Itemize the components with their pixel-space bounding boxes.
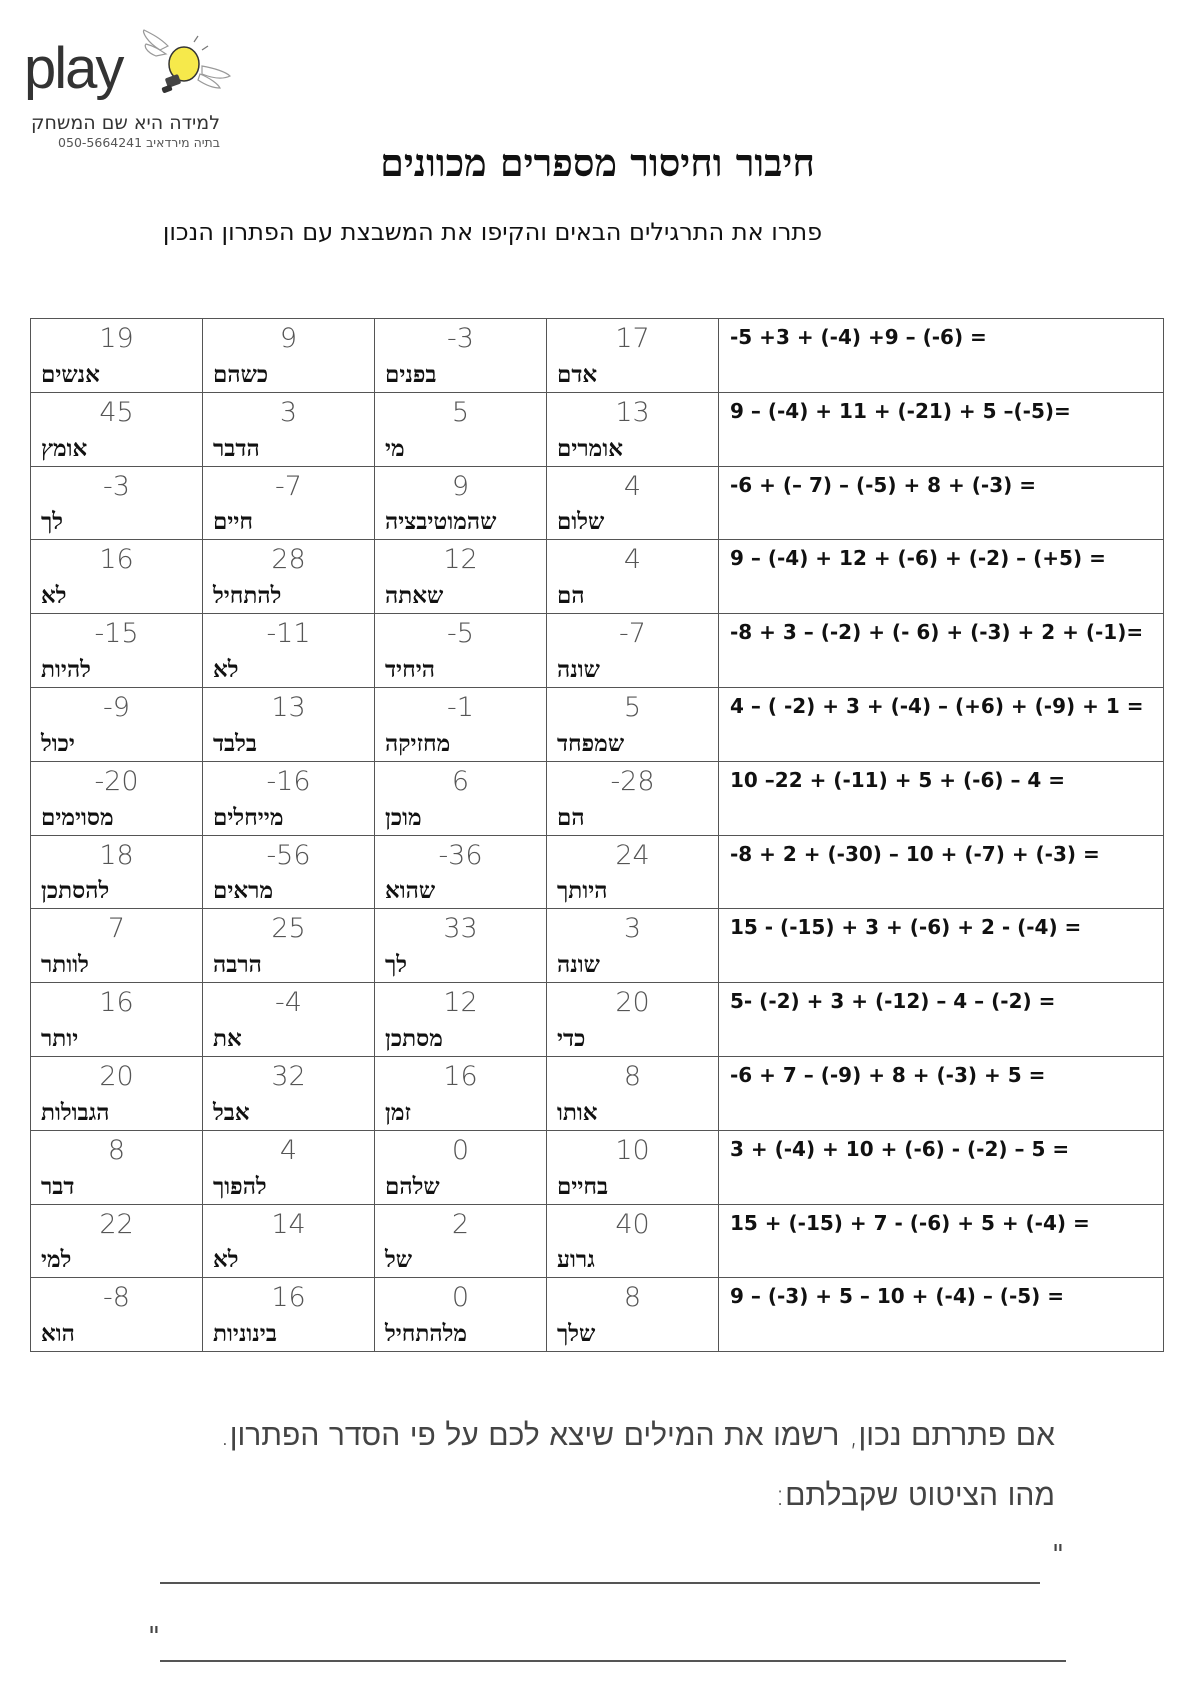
close-quote-mark: " xyxy=(148,1622,160,1652)
answer-word-text: שהוא xyxy=(385,877,436,905)
answer-number: 40 xyxy=(615,1208,650,1240)
answer-number: 20 xyxy=(99,1060,134,1092)
answer-cell[interactable] xyxy=(203,1278,375,1352)
answer-word xyxy=(385,730,543,757)
answer-word-text: להתחיל xyxy=(213,582,282,610)
exercise-expression: 15 + (-15) + 7 - (-6) + 5 + (-4) = xyxy=(730,1210,1090,1235)
answer-word-text: הרבה xyxy=(213,951,262,979)
answer-word-text: למי xyxy=(41,1246,72,1274)
answer-cell[interactable] xyxy=(203,466,375,540)
answer-number: 28 xyxy=(271,544,306,576)
answer-word xyxy=(557,435,715,462)
answer-word-text: זמן xyxy=(385,1098,411,1126)
answer-word-text: יכול xyxy=(41,729,75,757)
answer-word xyxy=(41,582,199,609)
answer-number: -1 xyxy=(447,691,474,723)
logo-contact: בתיה מירדאיב 050-5664241 xyxy=(58,135,220,150)
answer-word-text: מחזיקה xyxy=(385,729,451,757)
answer-word xyxy=(385,877,543,904)
answer-cell[interactable] xyxy=(375,761,547,835)
answer-word-text: מייחלים xyxy=(213,803,284,831)
answer-word xyxy=(385,582,543,609)
exercise-expression: -8 + 3 – (-2) + (- 6) + (-3) + 2 + (-1)= xyxy=(730,620,1144,645)
answer-word-text: מי xyxy=(385,434,405,462)
exercise-expression: 9 – (-4) + 12 + (-6) + (-2) – (+5) = xyxy=(730,546,1106,571)
exercise-cell xyxy=(719,466,1164,540)
answer-word-text: לך xyxy=(385,951,408,979)
answer-word xyxy=(41,435,199,462)
answer-cell[interactable] xyxy=(375,319,547,393)
answer-cell[interactable] xyxy=(31,1278,203,1352)
answer-number: -4 xyxy=(275,987,302,1019)
answer-word xyxy=(41,730,199,757)
answer-cell[interactable] xyxy=(31,392,203,466)
answer-number: 8 xyxy=(107,1134,126,1166)
answer-number: 12 xyxy=(443,544,478,576)
answer-word-text: שלך xyxy=(557,1320,596,1348)
answer-cell[interactable] xyxy=(31,983,203,1057)
answer-number: 13 xyxy=(271,691,306,723)
answer-cell[interactable] xyxy=(547,1204,719,1278)
exercise-cell xyxy=(719,1130,1164,1204)
exercise-expression: 4 – ( -2) + 3 + (-4) – (+6) + (-9) + 1 = xyxy=(730,693,1144,718)
answer-word xyxy=(41,656,199,683)
answer-cell[interactable] xyxy=(203,909,375,983)
answer-word xyxy=(213,508,371,535)
answer-cell[interactable] xyxy=(31,1204,203,1278)
answer-cell[interactable] xyxy=(203,540,375,614)
answer-cell[interactable] xyxy=(203,687,375,761)
exercise-cell xyxy=(719,1056,1164,1130)
answer-cell[interactable] xyxy=(203,319,375,393)
answer-word-text: מראים xyxy=(213,877,274,905)
answer-word-text: שמפחד xyxy=(557,729,625,757)
answer-cell[interactable] xyxy=(375,983,547,1057)
answer-word-text: להיות xyxy=(41,655,91,683)
answer-word-text: הוא xyxy=(41,1320,75,1348)
answer-number: 3 xyxy=(623,913,642,945)
answer-number: 5 xyxy=(451,396,470,428)
answer-number: -15 xyxy=(94,618,139,650)
exercise-cell xyxy=(719,761,1164,835)
page-subtitle xyxy=(0,218,1195,246)
answer-cell[interactable] xyxy=(375,909,547,983)
answer-word-text: בינוניות xyxy=(213,1320,277,1348)
answer-word xyxy=(213,730,371,757)
answer-cell[interactable] xyxy=(203,1130,375,1204)
answer-word xyxy=(41,804,199,831)
answer-word xyxy=(213,804,371,831)
exercise-expression: 15 - (-15) + 3 + (-6) + 2 - (-4) = xyxy=(730,915,1082,940)
answer-word-text: מסתכן xyxy=(385,1024,443,1052)
answer-word-text: אנשים xyxy=(41,360,100,388)
answer-number: 0 xyxy=(451,1282,470,1314)
answer-word xyxy=(557,951,715,978)
answer-cell[interactable] xyxy=(547,909,719,983)
table-row xyxy=(31,835,1164,909)
answer-cell[interactable] xyxy=(547,466,719,540)
table-row xyxy=(31,319,1164,393)
answer-word xyxy=(41,951,199,978)
open-quote-mark: " xyxy=(1052,1540,1064,1570)
answer-word-text: אומרים xyxy=(557,434,623,462)
answer-number: 6 xyxy=(451,765,470,797)
exercise-expression: -5 +3 + (-4) +9 – (-6) = xyxy=(730,325,987,349)
answer-word-text: שונה xyxy=(557,655,600,683)
answer-word-text: כשהם xyxy=(213,360,269,388)
answer-word-text: מוכן xyxy=(385,803,422,831)
answer-word-text: לא xyxy=(41,582,67,610)
table-row xyxy=(31,614,1164,688)
answer-word xyxy=(213,656,371,683)
exercise-expression: 3 + (-4) + 10 + (-6) - (-2) – 5 = xyxy=(730,1136,1070,1161)
answer-word-text: את xyxy=(213,1024,242,1052)
answer-word-text: לוותר xyxy=(41,951,89,979)
answer-cell[interactable] xyxy=(547,687,719,761)
table-row xyxy=(31,392,1164,466)
answer-word xyxy=(385,508,543,535)
answer-number: 7 xyxy=(107,913,126,945)
table-row xyxy=(31,1204,1164,1278)
answer-word-text: חיים xyxy=(213,508,254,536)
answer-number: 32 xyxy=(271,1060,306,1092)
answer-number: 4 xyxy=(623,470,642,502)
answer-word xyxy=(385,951,543,978)
answer-number: 16 xyxy=(99,987,134,1019)
answer-number: 5 xyxy=(623,691,642,723)
answer-cell[interactable] xyxy=(375,466,547,540)
answer-cell[interactable] xyxy=(375,1278,547,1352)
answer-number: -20 xyxy=(94,765,139,797)
answer-number: -8 xyxy=(103,1282,130,1314)
answer-number: -3 xyxy=(103,470,130,502)
answer-number: -16 xyxy=(266,765,311,797)
table-row xyxy=(31,761,1164,835)
subtitle-text: פתרו את התרגילים הבאים והקיפו את המשבצת עם הפתרון הנכון xyxy=(162,218,823,246)
answer-number: 33 xyxy=(443,913,478,945)
answer-number: 17 xyxy=(615,323,650,354)
answer-word xyxy=(385,656,543,683)
table-row xyxy=(31,687,1164,761)
answer-number: 9 xyxy=(451,470,470,502)
answer-cell[interactable] xyxy=(375,614,547,688)
answer-cell[interactable] xyxy=(375,1056,547,1130)
answer-word xyxy=(557,877,715,904)
quote-question: מהו הציטוט שקבלתם: xyxy=(774,1478,1055,1513)
answer-word xyxy=(41,877,199,904)
answer-cell[interactable] xyxy=(31,835,203,909)
answer-number: -36 xyxy=(438,839,483,871)
answer-number: 4 xyxy=(279,1134,298,1166)
answer-word-text: הם xyxy=(557,803,585,831)
answer-number: 16 xyxy=(271,1282,306,1314)
answer-number: 0 xyxy=(451,1134,470,1166)
answer-cell[interactable] xyxy=(31,1056,203,1130)
answer-word xyxy=(213,1320,371,1347)
answer-number: -11 xyxy=(266,618,311,650)
answer-word xyxy=(385,1025,543,1052)
answer-word xyxy=(41,1320,199,1347)
answer-cell[interactable] xyxy=(203,1056,375,1130)
exercise-cell xyxy=(719,687,1164,761)
instructions-line: אם פתרתם נכון, רשמו את המילים שיצא לכם על פי הסדר הפתרון. xyxy=(220,1418,1055,1453)
answer-word xyxy=(213,1246,371,1273)
exercise-expression: -8 + 2 + (-30) – 10 + (-7) + (-3) = xyxy=(730,841,1100,866)
answer-number: -5 xyxy=(447,618,474,650)
answer-cell[interactable] xyxy=(375,835,547,909)
table-row xyxy=(31,1130,1164,1204)
answer-cell[interactable] xyxy=(547,319,719,393)
answer-word xyxy=(41,1246,199,1273)
table-row xyxy=(31,1056,1164,1130)
answer-cell[interactable] xyxy=(547,835,719,909)
answer-number: 2 xyxy=(451,1208,470,1240)
answer-cell[interactable] xyxy=(547,1130,719,1204)
answer-word xyxy=(557,1320,715,1347)
answer-word xyxy=(213,435,371,462)
table-row xyxy=(31,540,1164,614)
answer-word xyxy=(213,877,371,904)
answer-word xyxy=(213,951,371,978)
answer-cell[interactable] xyxy=(203,392,375,466)
answer-word-text: אדם xyxy=(557,360,598,388)
table-row xyxy=(31,466,1164,540)
answer-number: 19 xyxy=(99,323,134,354)
answer-line-1[interactable] xyxy=(160,1582,1040,1584)
answer-number: 16 xyxy=(443,1060,478,1092)
answer-number: 13 xyxy=(615,396,650,428)
answer-word-text: אבל xyxy=(213,1098,250,1126)
answer-word-text: היותך xyxy=(557,877,608,905)
answer-cell[interactable] xyxy=(31,909,203,983)
answer-word xyxy=(385,1246,543,1273)
logo xyxy=(24,18,224,148)
exercise-cell xyxy=(719,1278,1164,1352)
answer-word xyxy=(385,1173,543,1200)
exercise-expression: 10 –22 + (-11) + 5 + (-6) – 4 = xyxy=(730,767,1066,792)
exercise-expression: 9 – (-4) + 11 + (-21) + 5 –(-5)= xyxy=(730,398,1071,423)
exercise-cell xyxy=(719,540,1164,614)
exercise-cell xyxy=(719,1204,1164,1278)
answer-number: 12 xyxy=(443,987,478,1019)
answer-word xyxy=(557,508,715,535)
answer-number: 14 xyxy=(271,1208,306,1240)
table-row xyxy=(31,983,1164,1057)
answer-cell[interactable] xyxy=(31,466,203,540)
table-row xyxy=(31,1278,1164,1352)
answer-word xyxy=(385,1099,543,1126)
answer-word-text: של xyxy=(385,1246,413,1274)
answer-word-text: שלהם xyxy=(385,1172,440,1200)
answer-cell[interactable] xyxy=(547,540,719,614)
answer-word-text: שונה xyxy=(557,951,600,979)
answer-number: 8 xyxy=(623,1060,642,1092)
answer-number: 20 xyxy=(615,987,650,1019)
exercise-cell xyxy=(719,614,1164,688)
answer-word-text: הם xyxy=(557,582,585,610)
exercise-cell xyxy=(719,983,1164,1057)
answer-word xyxy=(41,1025,199,1052)
answer-cell[interactable] xyxy=(547,1278,719,1352)
answer-word-text: היחיד xyxy=(385,655,435,683)
answer-word-text: אומץ xyxy=(41,434,88,462)
answer-cell[interactable] xyxy=(203,614,375,688)
answer-word xyxy=(213,1173,371,1200)
answer-word-text: לך xyxy=(41,508,64,536)
answer-number: 45 xyxy=(99,396,134,428)
answer-word xyxy=(385,804,543,831)
answer-cell[interactable] xyxy=(203,1204,375,1278)
answer-cell[interactable] xyxy=(203,761,375,835)
logo-word: play xyxy=(24,36,123,101)
answer-number: -28 xyxy=(610,765,655,797)
answer-number: 22 xyxy=(99,1208,134,1240)
exercise-table xyxy=(30,318,1164,1352)
answer-word-text: גרוע xyxy=(557,1246,595,1274)
answer-word xyxy=(557,1173,715,1200)
answer-word-text: כדי xyxy=(557,1024,586,1052)
exercise-expression: 9 – (-3) + 5 – 10 + (-4) – (-5) = xyxy=(730,1284,1065,1309)
answer-number: 3 xyxy=(279,396,298,428)
answer-cell[interactable] xyxy=(375,1204,547,1278)
answer-cell[interactable] xyxy=(547,1056,719,1130)
answer-word-text: בחיים xyxy=(557,1172,609,1200)
answer-word-text: יותר xyxy=(41,1024,79,1052)
answer-word xyxy=(41,361,199,388)
exercise-cell xyxy=(719,392,1164,466)
answer-word-text: מסוימים xyxy=(41,803,114,831)
answer-word xyxy=(385,435,543,462)
answer-cell[interactable] xyxy=(31,1130,203,1204)
answer-cell[interactable] xyxy=(375,392,547,466)
answer-word-text: בלבד xyxy=(213,729,257,757)
answer-word-text: שלום xyxy=(557,508,605,536)
answer-cell[interactable] xyxy=(547,983,719,1057)
answer-word xyxy=(213,582,371,609)
exercise-expression: -6 + (– 7) – (-5) + 8 + (-3) = xyxy=(730,472,1036,497)
answer-cell[interactable] xyxy=(31,687,203,761)
answer-word xyxy=(213,1025,371,1052)
answer-word xyxy=(213,361,371,388)
answer-cell[interactable] xyxy=(31,761,203,835)
answer-word xyxy=(557,804,715,831)
answer-word-text: הגבולות xyxy=(41,1098,110,1126)
answer-word xyxy=(41,1173,199,1200)
answer-cell[interactable] xyxy=(203,983,375,1057)
answer-word xyxy=(557,582,715,609)
answer-word-text: דבר xyxy=(41,1172,75,1200)
answer-word xyxy=(213,1099,371,1126)
answer-number: -56 xyxy=(266,839,311,871)
answer-number: 8 xyxy=(623,1282,642,1314)
answer-word xyxy=(557,361,715,388)
answer-cell[interactable] xyxy=(375,1130,547,1204)
answer-number: -7 xyxy=(275,470,302,502)
logo-tagline: למידה היא שם המשחק xyxy=(31,112,220,134)
answer-cell[interactable] xyxy=(547,392,719,466)
answer-word-text: לא xyxy=(213,1246,239,1274)
answer-cell[interactable] xyxy=(31,614,203,688)
answer-word-text: אותו xyxy=(557,1098,598,1126)
answer-number: 18 xyxy=(99,839,134,871)
answer-word-text: להסתכן xyxy=(41,877,110,905)
answer-number: 9 xyxy=(279,323,298,354)
answer-word xyxy=(41,1099,199,1126)
answer-number: 16 xyxy=(99,544,134,576)
answer-word-text: להפוך xyxy=(213,1172,267,1200)
exercise-cell xyxy=(719,909,1164,983)
answer-word-text: בפנים xyxy=(385,360,437,388)
answer-cell[interactable] xyxy=(547,614,719,688)
answer-number: 25 xyxy=(271,913,306,945)
answer-number: -9 xyxy=(103,691,130,723)
answer-word-text: שאתה xyxy=(385,582,444,610)
answer-cell[interactable] xyxy=(375,687,547,761)
answer-word xyxy=(385,1320,543,1347)
answer-word xyxy=(557,730,715,757)
answer-cell[interactable] xyxy=(547,761,719,835)
lightbulb-icon xyxy=(142,28,232,108)
answer-word-text: מלהתחיל xyxy=(385,1320,468,1348)
answer-word xyxy=(41,508,199,535)
exercise-cell xyxy=(719,835,1164,909)
answer-cell[interactable] xyxy=(203,835,375,909)
answer-number: -7 xyxy=(619,618,646,650)
answer-line-2[interactable] xyxy=(160,1660,1066,1662)
answer-word xyxy=(385,361,543,388)
table-row xyxy=(31,909,1164,983)
answer-word-text: שהמוטיבציה xyxy=(385,508,497,536)
answer-word xyxy=(557,1246,715,1273)
answer-number: 24 xyxy=(615,839,650,871)
answer-cell[interactable] xyxy=(31,540,203,614)
answer-word xyxy=(557,1099,715,1126)
answer-word xyxy=(557,656,715,683)
exercise-expression: 5- (-2) + 3 + (-12) – 4 – (-2) = xyxy=(730,989,1056,1014)
answer-number: -3 xyxy=(447,323,474,354)
answer-cell[interactable] xyxy=(31,319,203,393)
exercise-cell xyxy=(719,319,1164,393)
answer-number: 10 xyxy=(615,1134,650,1166)
answer-word-text: הדבר xyxy=(213,434,260,462)
answer-word-text: לא xyxy=(213,655,239,683)
page-title: חיבור וחיסור מספרים מכוונים xyxy=(380,140,815,185)
exercise-expression: -6 + 7 – (-9) + 8 + (-3) + 5 = xyxy=(730,1062,1046,1087)
answer-cell[interactable] xyxy=(375,540,547,614)
answer-number: 4 xyxy=(623,544,642,576)
answer-word xyxy=(557,1025,715,1052)
